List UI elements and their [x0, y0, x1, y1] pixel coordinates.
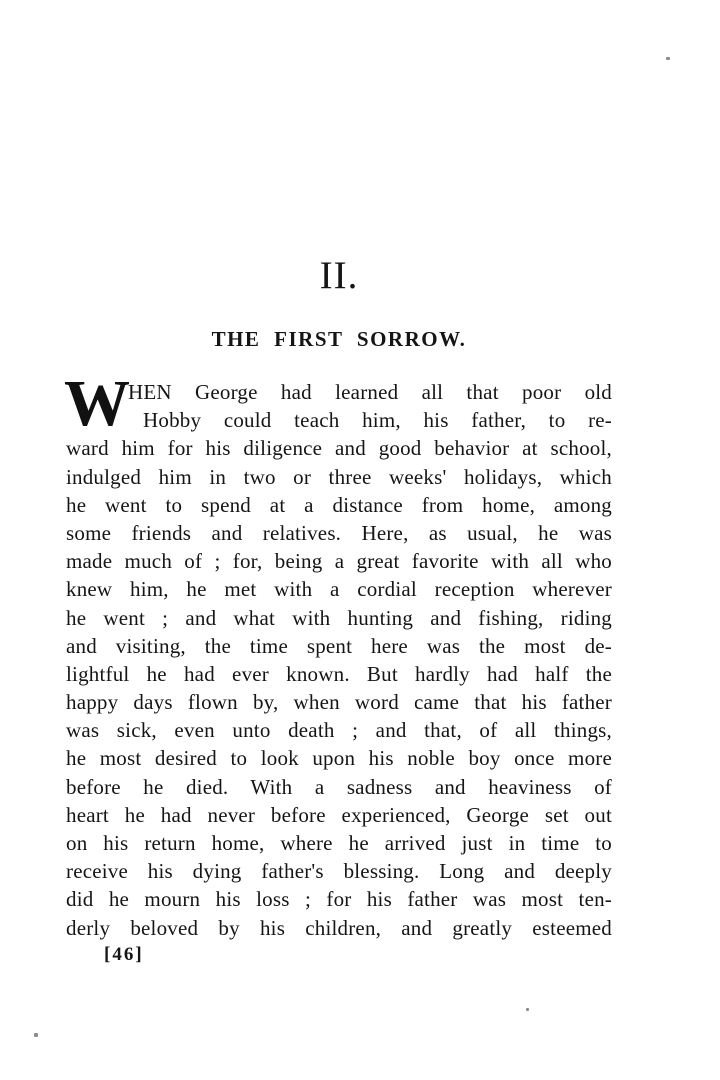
text-line: heart he had never before experienced, George set out: [66, 802, 612, 827]
text-line: before he died. With a sadness and heaviness of: [66, 774, 612, 799]
section-title: THE FIRST SORROW.: [211, 327, 467, 351]
text-line: derly beloved by his children, and greatly esteemed: [66, 915, 612, 940]
page-number: [46]: [104, 944, 144, 965]
text-line: did he mourn his loss ; for his father was most ten-: [66, 887, 612, 912]
text-line: HEN George had learned all that poor old: [128, 380, 612, 404]
text-line: Hobby could teach him, his father, to re-: [143, 408, 612, 433]
text-line: ward him for his diligence and good behavior at school,: [66, 436, 612, 461]
scan-speck: [34, 1033, 38, 1037]
text-line: knew him, he met with a cordial reception wherever: [66, 577, 612, 602]
text-line: and visiting, the time spent here was the most de-: [66, 633, 612, 658]
chapter-heading: II.: [319, 254, 359, 297]
drop-cap: W: [64, 367, 130, 440]
text-line: happy days flown by, when word came that his father: [66, 690, 612, 715]
text-line: was sick, even unto death ; and that, of all things,: [66, 718, 612, 743]
text-line: lightful he had ever known. But hardly had half the: [66, 661, 612, 686]
text-line: some friends and relatives. Here, as usual, he was: [66, 520, 612, 545]
scan-speck: [526, 1008, 529, 1011]
text-line: on his return home, where he arrived just in time to: [66, 831, 612, 855]
text-line: made much of ; for, being a great favorite with all who: [66, 549, 612, 574]
text-line: he went ; and what with hunting and fishing, riding: [66, 605, 612, 630]
scan-speck: [666, 57, 670, 60]
body-paragraph: [64, 367, 612, 942]
text-line: he most desired to look upon his noble boy once more: [66, 746, 612, 771]
text-line: he went to spend at a distance from home, among: [66, 492, 612, 517]
text-line: indulged him in two or three weeks' holidays, which: [66, 464, 612, 489]
text-line: receive his dying father's blessing. Long and deeply: [66, 859, 612, 884]
